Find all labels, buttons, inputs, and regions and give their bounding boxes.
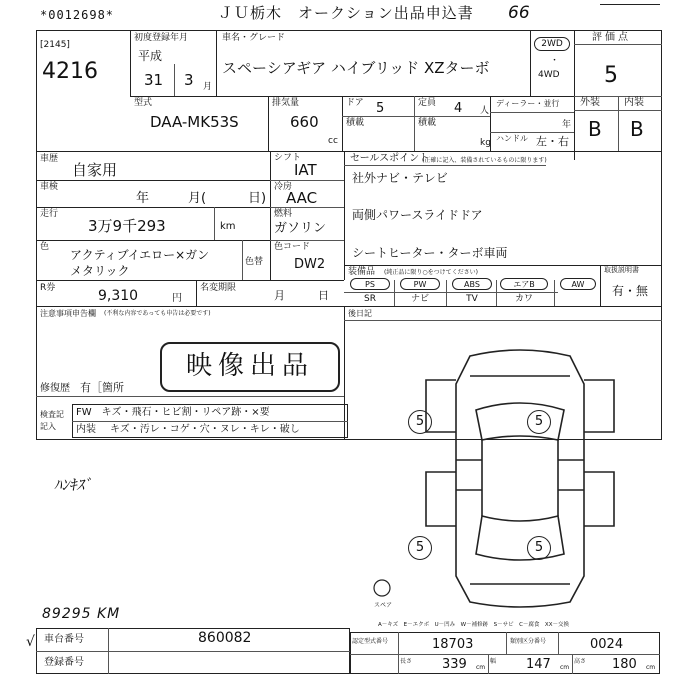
video-listing-stamp <box>160 342 340 392</box>
registration-era: 平成 <box>138 49 163 63</box>
sales-point-3: シートヒーター・ターボ車両 <box>352 246 508 260</box>
ac-value: AAC <box>286 189 318 207</box>
spare-label: スペア <box>374 602 393 609</box>
inspection-row-exterior: FW キズ・飛石・ヒビ割・リペア跡・×要 <box>76 407 270 418</box>
displacement-label: 排気量 <box>272 98 300 108</box>
registration-month: 3 <box>184 71 194 89</box>
interior-label: 内装 <box>624 97 644 108</box>
handwritten-damage-note: ﾊﾝｷｽﾞ <box>54 476 92 494</box>
vehicle-name-label: 車名・グレード <box>222 33 286 43</box>
registration-year: 31 <box>144 71 164 89</box>
equipment-label: 装備品 <box>348 267 376 277</box>
weight-unit: kg <box>480 138 491 148</box>
class-number: 0024 <box>590 637 624 652</box>
width-label: 幅 <box>490 658 497 665</box>
spare-tire-icon <box>374 580 390 596</box>
caution-label: 注意事項申告欄 <box>40 309 96 318</box>
name-change-month: 月 <box>274 289 285 302</box>
tire-front-left-depth: 5 <box>408 410 432 434</box>
shift-value: IAT <box>294 161 317 179</box>
color-code-value: DW2 <box>294 257 326 272</box>
capacity-value: 4 <box>454 101 463 116</box>
mileage-label: 走行 <box>40 209 59 219</box>
capacity-label: 定員 <box>418 98 437 108</box>
form-title: ＪＵ栃木 オークション出品申込書 <box>218 4 474 22</box>
drive-4wd: 4WD <box>538 70 560 80</box>
fuel-value: ガソリン <box>274 221 327 236</box>
equip-airbag-circled: エアB <box>500 278 548 290</box>
equip-tv: TV <box>466 294 478 304</box>
dealer-year-unit: 年 <box>562 120 572 130</box>
manual-label: 取扱説明書 <box>604 266 639 274</box>
length-label: 長さ <box>400 658 413 665</box>
registration-label: 初度登録年月 <box>134 33 189 43</box>
header-stub-line <box>600 4 660 5</box>
color-change-label: 色替 <box>245 257 264 267</box>
handwritten-mileage: 89295 KM <box>42 606 121 622</box>
caution-note: (不利な内容であっても申告は必要です) <box>104 310 211 317</box>
weight-label: 積載 <box>418 118 437 128</box>
repair-value: 有［箇所 <box>80 381 124 394</box>
check-mark-icon: √ <box>26 634 35 650</box>
shift-label: シフト <box>274 153 302 163</box>
inspection-notes-label-2: 記入 <box>40 422 56 431</box>
cert-number: 18703 <box>432 637 474 652</box>
length-unit: cm <box>476 664 486 671</box>
inspection-notes-label: 検査記 <box>40 410 64 419</box>
stamp-text: 映像出品 <box>185 351 314 381</box>
height-value: 180 <box>612 657 637 672</box>
model-label: 型式 <box>134 98 153 108</box>
usage-value: 自家用 <box>72 161 118 179</box>
height-label: 高さ <box>574 658 587 665</box>
serial-number: *0012698* <box>40 8 115 22</box>
recycle-label: R券 <box>40 283 56 293</box>
after-note-label: 後日記 <box>348 309 372 318</box>
equip-navi: ナビ <box>410 294 429 304</box>
mileage-value: 3万9千293 <box>88 217 166 235</box>
fuel-label: 燃料 <box>274 209 293 219</box>
recycle-value: 9,310 <box>98 288 139 304</box>
recycle-unit: 円 <box>172 293 182 304</box>
inspection-month-unit: 月( <box>188 191 207 206</box>
drive-separator: ・ <box>550 56 560 66</box>
title-handwritten-number: 66 <box>508 3 530 23</box>
sales-point-2: 両側パワースライドドア <box>352 208 483 222</box>
registration-month-unit: 月 <box>203 82 213 92</box>
name-change-label: 名変期限 <box>200 283 237 293</box>
score-label: 評価点 <box>592 32 631 43</box>
width-unit: cm <box>560 664 570 671</box>
tire-front-right-depth: 5 <box>527 410 551 434</box>
capacity-unit: 人 <box>480 106 490 116</box>
equip-aw-circled: AW <box>560 278 596 290</box>
height-unit: cm <box>646 664 656 671</box>
equip-sr: SR <box>364 294 376 304</box>
equip-abs-circled: ABS <box>452 278 492 290</box>
displacement-unit: cc <box>328 136 338 146</box>
interior-grade: B <box>630 117 644 141</box>
name-change-day: 日 <box>318 289 329 302</box>
doors-label: ドア <box>346 98 364 108</box>
inspection-row-interior: キズ・汚レ・コゲ・穴・ヌレ・キレ・破し <box>110 424 300 435</box>
width-value: 147 <box>526 657 551 672</box>
model-code: DAA-MK53S <box>150 113 239 131</box>
ref-code: [2145] <box>40 40 70 50</box>
handle-label: ハンドル <box>496 134 528 143</box>
color-line1: アクティブイエロー×ガン <box>70 248 210 262</box>
chassis-label: 車台番号 <box>44 634 84 645</box>
length-value: 339 <box>442 657 467 672</box>
inspection-label: 車検 <box>40 182 59 192</box>
lot-number: 4216 <box>42 59 98 84</box>
inspection-year-unit: 年 <box>136 191 150 206</box>
equipment-note: (純正品に限り○をつけてください) <box>384 269 478 276</box>
sales-point-1: 社外ナビ・テレビ <box>352 171 448 185</box>
load-label: 積載 <box>346 118 365 128</box>
inspection-row-interior-prefix: 内装 <box>76 424 96 435</box>
tire-rear-right-depth: 5 <box>527 536 551 560</box>
chassis-number: 860082 <box>198 630 252 646</box>
drive-2wd-circled: 2WD <box>534 37 570 51</box>
manual-value: 有・無 <box>612 284 649 298</box>
equip-pw-circled: PW <box>400 278 440 290</box>
equip-leather: カワ <box>514 294 533 304</box>
color-code-label: 色コード <box>274 242 311 252</box>
dealer-label: ディーラー・並行 <box>496 99 560 108</box>
equip-ps-circled: PS <box>350 278 390 290</box>
vehicle-name: スペーシアギア ハイブリッド XZターボ <box>222 59 490 77</box>
color-line2: メタリック <box>70 264 130 278</box>
color-label: 色 <box>40 242 50 252</box>
sales-points-label: セールスポイント <box>350 153 430 164</box>
usage-label: 車歴 <box>40 154 59 164</box>
inspection-day-unit: 日) <box>248 191 267 206</box>
car-damage-diagram <box>372 340 662 620</box>
ac-label: 冷房 <box>274 182 293 192</box>
tire-rear-left-depth: 5 <box>408 536 432 560</box>
cert-label: 認定型式番号 <box>352 638 389 645</box>
doors-value: 5 <box>376 101 385 116</box>
exterior-grade: B <box>588 117 602 141</box>
repair-label: 修復歴 <box>40 383 70 394</box>
damage-legend: A－キズ E－エクボ U－凹み W－補修跡 S－サビ C－腐食 XX－交換 <box>378 622 569 628</box>
score-value: 5 <box>604 63 618 88</box>
class-label: 類別区分番号 <box>510 638 547 645</box>
mileage-unit: km <box>220 221 236 232</box>
registration-label: 登録番号 <box>44 657 84 668</box>
exterior-label: 外装 <box>580 97 600 108</box>
handle-value: 左・右 <box>536 135 569 148</box>
displacement-value: 660 <box>290 113 319 131</box>
sales-points-note: (正確に記入、装備されているものに限ります) <box>422 157 547 164</box>
